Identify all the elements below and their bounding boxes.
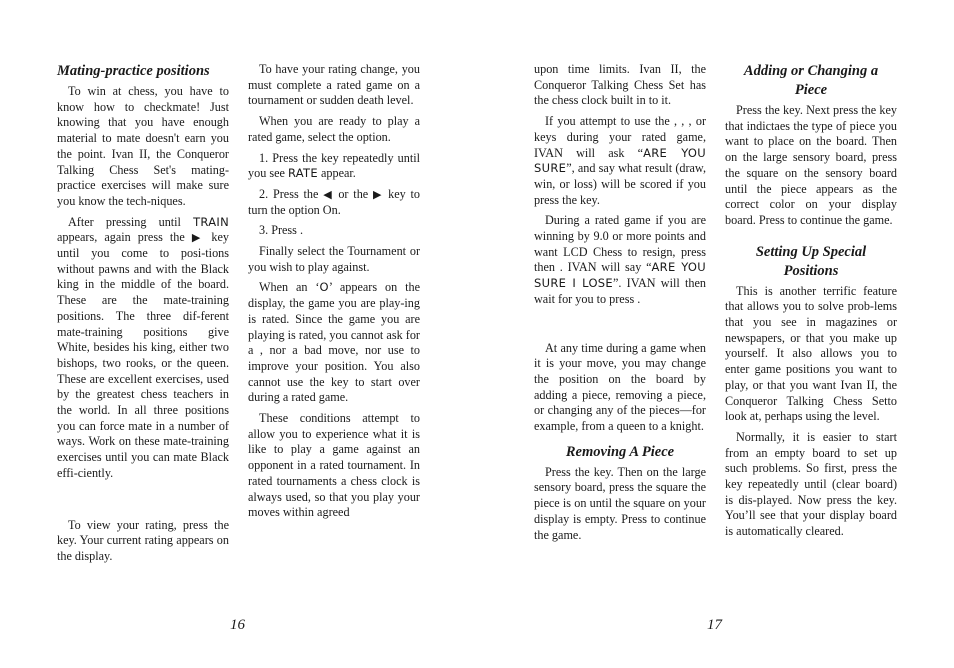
right-arrow-icon: ▶ xyxy=(191,231,205,245)
paragraph: Press the key. Then on the large sensory board, press the square the piece is on until the square on your display is empty. Press to continue the game. xyxy=(534,464,706,542)
spacer xyxy=(534,313,706,341)
column-3 xyxy=(534,62,706,548)
paragraph xyxy=(248,280,420,406)
text: During a rated game if you are winning by 9.0 or more points and want LCD Chess to resign, press then . IVAN will say “ xyxy=(534,213,706,275)
text: key until you come to posi-tions without pawns and with the Black king in the middle of the board. These are the mate-training positions. The three dif-ferent mate-training positions give White, besides his king, either two bishops, two rooks, or the queen. These are excellent exercises, used by the greatest chess teachers in the world. In all three positions you can force mate in a number of ways. Work on these mate-training exercises until you can mate Black effi-ciently. xyxy=(57,230,229,480)
right-arrow-icon: ▶ xyxy=(373,187,384,201)
paragraph: Finally select the Tournament or you wish to play against. xyxy=(248,244,420,274)
text: When an ‘ xyxy=(259,280,320,295)
page-number-right: 17 xyxy=(707,617,722,633)
paragraph: To view your rating, press the key. Your current rating appears on the display. xyxy=(57,517,229,563)
paragraph xyxy=(534,213,706,307)
text: If you attempt to use the , , , or keys during your rated game, IVAN will ask “ xyxy=(534,114,706,160)
text: ”. IVAN will then wait for you to press . xyxy=(534,276,706,306)
heading-setting-up-special-positions: Setting Up Special Positions xyxy=(755,243,867,279)
text: ”, and say what result (draw, win, or loss) will be scored if you press the key. xyxy=(534,161,706,207)
step-1 xyxy=(248,151,420,182)
paragraph: Press the key. Next press the key that indictaes the type of piece you want to place on the board. Then on the large sensory board, press the square on the sensory board until the piece appears as the correct color on your display board. Press to continue the game. xyxy=(725,103,897,227)
lcd-text-are-you-sure: ARE YOU SURE xyxy=(534,145,706,176)
paragraph xyxy=(534,114,706,208)
paragraph: At any time during a game when it is your move, you may change the position on the board by adding a piece, removing a piece, or changing any of the pieces—for example, from a queen to a knight. xyxy=(534,340,706,434)
heading-adding-or-changing-a-piece: Adding or Changing a Piece xyxy=(743,63,879,98)
heading-mating-practice: Mating-practice positions xyxy=(57,63,210,79)
paragraph: To win at chess, you have to know how to checkmate! Just knowing that you have enough material to mate doesn't earn you the point. Ivan II, the Conqueror Talking Chess Set's mating-practice exercises will make sure you know the tech-niques. xyxy=(57,84,229,208)
step-2 xyxy=(248,187,420,218)
column-4 xyxy=(725,62,897,545)
text: appear. xyxy=(320,166,356,181)
left-arrow-icon: ◀ xyxy=(323,187,334,201)
lcd-text-are-you-sure-i-lose: ARE YOU SURE I LOSE xyxy=(534,260,706,291)
heading-removing-a-piece: Removing A Piece xyxy=(565,443,675,460)
spacer xyxy=(57,487,229,518)
text: ’ appears on the display, the game you are play-ing is rated. Since the game you are playing is rated, you cannot ask for a , nor a bad move, nor use to improve your position. You also cannot use the key to start over during a rated game. xyxy=(248,280,420,405)
paragraph: When you are ready to play a rated game, select the option. xyxy=(248,114,420,144)
lcd-text-train: TRAIN xyxy=(193,214,230,229)
paragraph: To have your rating change, you must complete a rated game on a tournament or sudden death level. xyxy=(248,62,420,108)
page-number-left: 16 xyxy=(230,617,245,633)
lcd-text-rate: RATE xyxy=(287,166,318,181)
paragraph: upon time limits. Ivan II, the Conqueror Talking Chess Set has the chess clock built in to it. xyxy=(534,62,706,108)
lcd-text-o: O xyxy=(319,280,329,295)
text: or the xyxy=(338,186,369,201)
text: key to turn the option On. xyxy=(248,186,421,217)
column-1 xyxy=(57,62,229,570)
text: 2. Press the xyxy=(259,186,319,201)
step-3: 3. Press . xyxy=(259,223,304,238)
paragraph xyxy=(57,215,229,482)
paragraph: These conditions attempt to allow you to experience what it is like to play a game against an opponent in a rated tournament. In rated tournaments a chess clock is always used, so that you play your moves within agreed xyxy=(248,411,420,520)
text: 1. Press the key repeatedly until you see xyxy=(248,150,420,181)
text: After pressing until xyxy=(68,214,181,229)
text: appears, again press the xyxy=(57,230,185,245)
column-2 xyxy=(248,62,420,526)
paragraph: This is another terrific feature that allows you to solve prob-lems that you see in magazines or newspapers, or that you make up yourself. It also allows you to enter game positions you want to play, or that you want Ivan II, the Conqueror Talking Chess Setto look at, perhaps using the level. xyxy=(725,283,897,424)
paragraph: Normally, it is easier to start from an empty board to set up such problems. So first, press the key repeatedly until (clear board) is dis-played. Now press the key. You’ll see that your display board is automatically cleared. xyxy=(725,429,897,539)
